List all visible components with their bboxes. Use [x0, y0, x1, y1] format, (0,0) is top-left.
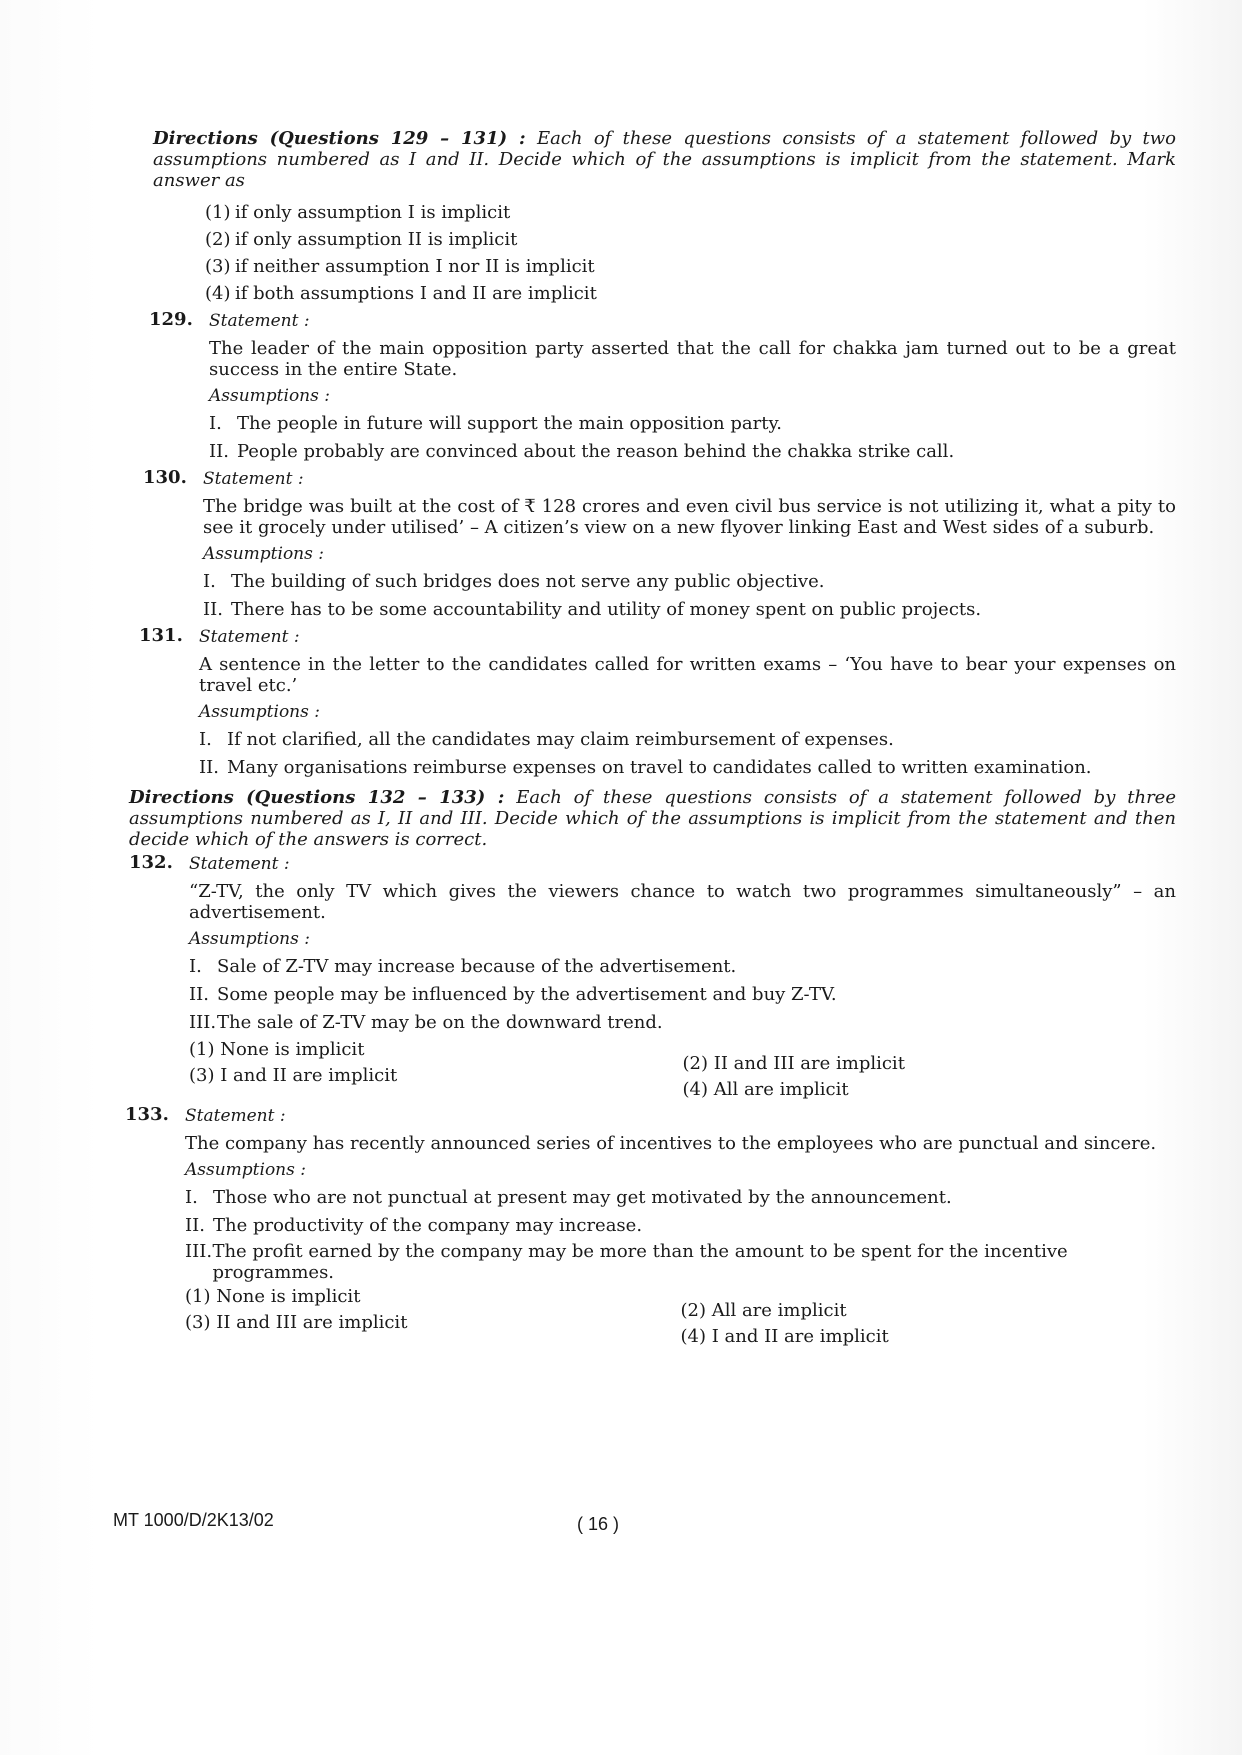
answer-option: (2) All are implicit — [680, 1300, 847, 1321]
directions-heading: Directions (Questions 132 – 133) : — [129, 787, 505, 808]
assumption-item: III. The profit earned by the company may be more than the amount to be spent for the incentive programmes. — [185, 1241, 1068, 1283]
question-133 — [125, 1104, 1176, 1347]
assumption-item: II. Some people may be influenced by the advertisement and buy Z-TV. — [189, 984, 837, 1005]
answer-key-item: (3) if neither assumption I nor II is implicit — [205, 256, 595, 277]
question-132 — [129, 852, 1176, 1100]
directions-132-133 — [129, 787, 1176, 850]
page-number: ( 16 ) — [577, 1514, 620, 1534]
answer-options — [189, 1038, 1176, 1100]
answer-option: (4) All are implicit — [682, 1079, 849, 1100]
assumption-item: II. The productivity of the company may increase. — [185, 1215, 643, 1236]
question-number: 132. — [129, 852, 173, 873]
answer-options — [185, 1285, 1176, 1347]
directions-129-131 — [153, 128, 1176, 191]
question-number: 131. — [139, 625, 183, 646]
question-130 — [143, 467, 1176, 623]
assumption-item: I. The people in future will support the main opposition party. — [209, 413, 782, 434]
statement-label: Statement : — [189, 854, 290, 874]
answer-key-list — [205, 199, 1176, 307]
answer-option: (4) I and II are implicit — [680, 1326, 889, 1347]
paper-code: MT 1000/D/2K13/02 — [113, 1510, 274, 1530]
statement-text: The leader of the main opposition party asserted that the call for chakka jam turned out to be a great success in the entire State. — [209, 338, 1176, 380]
answer-key-item: (2) if only assumption II is implicit — [205, 229, 518, 250]
assumption-item: I. Those who are not punctual at present may get motivated by the announcement. — [185, 1187, 952, 1208]
assumption-item: II. Many organisations reimburse expenses on travel to candidates called to written examination. — [199, 757, 1092, 778]
assumption-item: II. There has to be some accountability and utility of money spent on public projects. — [203, 599, 982, 620]
statement-label: Statement : — [203, 469, 304, 489]
answer-option: (3) I and II are implicit — [189, 1065, 398, 1086]
statement-text: The company has recently announced series of incentives to the employees who are punctual and sincere. — [185, 1133, 1157, 1154]
statement-text: “Z-TV, the only TV which gives the viewers chance to watch two programmes simultaneously” – an advertisement. — [189, 881, 1176, 923]
directions-text: Each of these questions consists of a statement followed by three assumptions numbered as I, II and III. Decide which of the assumptions is implicit from the statement and then decide which of the answers is correct. — [129, 787, 1176, 850]
assumption-item: I. The building of such bridges does not serve any public objective. — [203, 571, 825, 592]
assumptions-label: Assumptions : — [209, 386, 330, 406]
assumption-item: I. If not clarified, all the candidates may claim reimbursement of expenses. — [199, 729, 894, 750]
directions-text: Each of these questions consists of a statement followed by two assumptions numbered as I and II. Decide which of the assumptions is implicit from the statement. Mark answer as — [153, 128, 1176, 191]
statement-label: Statement : — [185, 1106, 286, 1126]
question-131 — [139, 625, 1176, 781]
statement-text: A sentence in the letter to the candidates called for written exams – ‘You have to bear your expenses on travel etc.’ — [199, 654, 1176, 696]
assumptions-label: Assumptions : — [185, 1160, 306, 1180]
assumptions-label: Assumptions : — [203, 544, 324, 564]
assumptions-label: Assumptions : — [189, 929, 310, 949]
assumption-item: III.The sale of Z-TV may be on the downward trend. — [189, 1012, 663, 1033]
question-number: 129. — [149, 309, 193, 330]
answer-key-item: (4) if both assumptions I and II are implicit — [205, 283, 597, 304]
statement-text: The bridge was built at the cost of ₹ 128 crores and even civil bus service is not utilizing it, what a pity to see it grocely under utilised’ – A citizen’s view on a new flyover linking East and West sides of a suburb. — [203, 496, 1176, 538]
statement-label: Statement : — [209, 311, 310, 331]
answer-option: (1) None is implicit — [185, 1286, 361, 1307]
assumption-item: II. People probably are convinced about the reason behind the chakka strike call. — [209, 441, 955, 462]
assumptions-label: Assumptions : — [199, 702, 320, 722]
answer-option: (2) II and III are implicit — [682, 1053, 905, 1074]
statement-label: Statement : — [199, 627, 300, 647]
question-number: 130. — [143, 467, 187, 488]
question-number: 133. — [125, 1104, 169, 1125]
answer-key-item: (1) if only assumption I is implicit — [205, 202, 511, 223]
assumption-item: I. Sale of Z-TV may increase because of the advertisement. — [189, 956, 737, 977]
answer-option: (3) II and III are implicit — [185, 1312, 408, 1333]
directions-heading: Directions (Questions 129 – 131) : — [153, 128, 526, 149]
question-129 — [149, 309, 1176, 465]
answer-option: (1) None is implicit — [189, 1039, 365, 1060]
